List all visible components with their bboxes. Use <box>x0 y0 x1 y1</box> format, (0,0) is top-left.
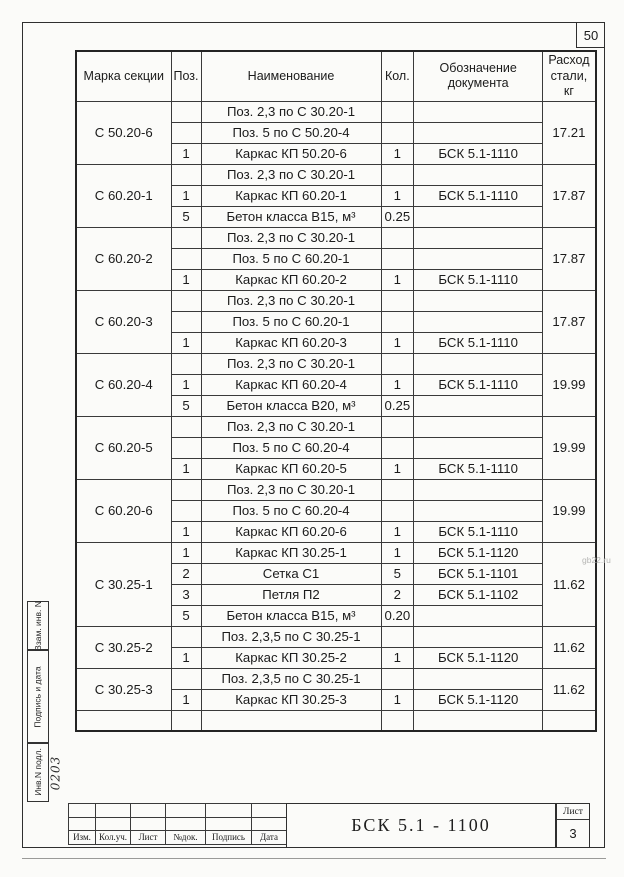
col-header-doc: Обозначение документа <box>414 51 543 101</box>
sheet-number-box <box>556 803 590 848</box>
doc-cell <box>414 710 543 731</box>
title-block-cell <box>252 817 287 831</box>
spec-row <box>76 479 596 500</box>
doc-cell: БСК 5.1-1120 <box>414 542 543 563</box>
margin-label-inv-podl: Инв.N подл. <box>33 748 44 796</box>
qty-cell <box>381 710 414 731</box>
mark-cell: С 30.25-2 <box>76 626 171 668</box>
pos-cell: 1 <box>171 374 201 395</box>
title-block-cell <box>69 804 96 818</box>
spec-table <box>75 50 597 732</box>
doc-cell <box>414 311 543 332</box>
sheet-edge-line <box>22 858 606 859</box>
mark-cell: С 30.25-1 <box>76 542 171 626</box>
steel-cell: 19.99 <box>543 416 596 479</box>
qty-cell <box>381 101 414 122</box>
steel-cell: 17.87 <box>543 164 596 227</box>
title-block-cell <box>131 817 166 831</box>
qty-cell: 1 <box>381 374 414 395</box>
name-cell: Сетка С1 <box>201 563 381 584</box>
name-cell: Поз. 2,3 по С 30.20-1 <box>201 164 381 185</box>
pos-cell <box>171 479 201 500</box>
doc-cell <box>414 416 543 437</box>
name-cell: Поз. 5 по С 60.20-4 <box>201 500 381 521</box>
mark-cell: С 60.20-2 <box>76 227 171 290</box>
pos-cell <box>171 164 201 185</box>
title-block-col-list: Лист <box>131 831 166 845</box>
doc-cell <box>414 248 543 269</box>
name-cell: Поз. 2,3,5 по С 30.25-1 <box>201 668 381 689</box>
name-cell: Поз. 2,3 по С 30.20-1 <box>201 353 381 374</box>
doc-cell <box>414 605 543 626</box>
margin-label-podpis-data: Подпись и дата <box>33 665 44 728</box>
pos-cell: 1 <box>171 269 201 290</box>
qty-cell: 1 <box>381 185 414 206</box>
qty-cell <box>381 311 414 332</box>
name-cell: Каркас КП 60.20-4 <box>201 374 381 395</box>
doc-cell <box>414 122 543 143</box>
mark-cell: С 60.20-4 <box>76 353 171 416</box>
qty-cell <box>381 500 414 521</box>
pos-cell <box>171 500 201 521</box>
doc-cell <box>414 437 543 458</box>
qty-cell: 1 <box>381 143 414 164</box>
doc-cell <box>414 101 543 122</box>
steel-cell: 11.62 <box>543 668 596 710</box>
mark-cell: С 60.20-5 <box>76 416 171 479</box>
name-cell: Бетон класса В20, м³ <box>201 395 381 416</box>
title-block-cell <box>206 817 252 831</box>
name-cell: Петля П2 <box>201 584 381 605</box>
name-cell: Поз. 5 по С 50.20-4 <box>201 122 381 143</box>
mark-cell: С 50.20-6 <box>76 101 171 164</box>
spec-row <box>76 626 596 647</box>
title-block-cell <box>252 804 287 818</box>
title-block-cell <box>96 817 131 831</box>
col-header-mark: Марка секции <box>76 51 171 101</box>
pos-cell <box>171 311 201 332</box>
pos-cell: 1 <box>171 185 201 206</box>
qty-cell: 0.25 <box>381 206 414 227</box>
name-cell: Поз. 2,3 по С 30.20-1 <box>201 101 381 122</box>
name-cell: Каркас КП 60.20-1 <box>201 185 381 206</box>
inventory-number-value: 0203 <box>48 755 63 790</box>
pos-cell <box>171 626 201 647</box>
doc-cell <box>414 500 543 521</box>
doc-cell <box>414 290 543 311</box>
pos-cell: 1 <box>171 647 201 668</box>
name-cell: Бетон класса В15, м³ <box>201 206 381 227</box>
qty-cell: 0.25 <box>381 395 414 416</box>
doc-cell <box>414 479 543 500</box>
name-cell: Каркас КП 60.20-2 <box>201 269 381 290</box>
inventory-number <box>46 745 64 800</box>
steel-cell: 17.87 <box>543 227 596 290</box>
spec-row <box>76 101 596 122</box>
margin-box-podpis-data <box>27 649 49 744</box>
qty-cell <box>381 122 414 143</box>
sheet-number: 3 <box>569 826 577 841</box>
pos-cell: 1 <box>171 542 201 563</box>
qty-cell: 1 <box>381 647 414 668</box>
qty-cell <box>381 479 414 500</box>
doc-cell <box>414 626 543 647</box>
mark-cell: С 60.20-1 <box>76 164 171 227</box>
name-cell: Поз. 2,3 по С 30.20-1 <box>201 290 381 311</box>
title-block-col-data: Дата <box>252 831 287 845</box>
page-number-box <box>576 23 605 48</box>
qty-cell: 5 <box>381 563 414 584</box>
pos-cell: 1 <box>171 332 201 353</box>
spec-row <box>76 710 596 731</box>
title-block-cell <box>69 817 96 831</box>
spec-row <box>76 416 596 437</box>
spec-row <box>76 542 596 563</box>
name-cell: Каркас КП 60.20-3 <box>201 332 381 353</box>
doc-cell <box>414 668 543 689</box>
spec-table-header <box>76 51 596 101</box>
title-block-col-koluch: Кол.уч. <box>96 831 131 845</box>
qty-cell: 1 <box>381 332 414 353</box>
title-block-col-podpis: Подпись <box>206 831 252 845</box>
title-block-grid <box>68 803 287 845</box>
pos-cell <box>171 122 201 143</box>
pos-cell <box>171 290 201 311</box>
doc-cell: БСК 5.1-1110 <box>414 143 543 164</box>
doc-cell: БСК 5.1-1102 <box>414 584 543 605</box>
name-cell: Каркас КП 30.25-2 <box>201 647 381 668</box>
qty-cell <box>381 290 414 311</box>
name-cell: Поз. 5 по С 60.20-1 <box>201 248 381 269</box>
qty-cell: 1 <box>381 542 414 563</box>
document-number-cell: БСК 5.1 - 1100 <box>286 803 556 848</box>
spec-row <box>76 164 596 185</box>
title-block-cell <box>166 817 206 831</box>
mark-cell: С 30.25-3 <box>76 668 171 710</box>
col-header-name: Наименование <box>201 51 381 101</box>
qty-cell: 1 <box>381 269 414 290</box>
qty-cell: 1 <box>381 458 414 479</box>
sheet-label: Лист <box>557 804 589 820</box>
pos-cell <box>171 101 201 122</box>
name-cell: Поз. 5 по С 60.20-1 <box>201 311 381 332</box>
doc-cell: БСК 5.1-1110 <box>414 332 543 353</box>
doc-cell: БСК 5.1-1120 <box>414 689 543 710</box>
qty-cell <box>381 437 414 458</box>
name-cell: Каркас КП 30.25-3 <box>201 689 381 710</box>
pos-cell: 1 <box>171 143 201 164</box>
qty-cell: 1 <box>381 521 414 542</box>
pos-cell: 1 <box>171 521 201 542</box>
header-row <box>76 51 596 101</box>
qty-cell <box>381 227 414 248</box>
doc-cell: БСК 5.1-1110 <box>414 374 543 395</box>
steel-cell: 17.87 <box>543 290 596 353</box>
doc-cell <box>414 164 543 185</box>
watermark: gb22.ru <box>582 555 611 565</box>
qty-cell <box>381 164 414 185</box>
steel-cell: 11.62 <box>543 542 596 626</box>
title-block-cell <box>206 804 252 818</box>
title-block-col-ndok: №док. <box>166 831 206 845</box>
mark-cell: С 60.20-3 <box>76 290 171 353</box>
name-cell: Каркас КП 50.20-6 <box>201 143 381 164</box>
pos-cell: 1 <box>171 458 201 479</box>
title-block-label-row <box>69 831 287 845</box>
qty-cell: 1 <box>381 689 414 710</box>
col-header-steel: Расход стали, кг <box>543 51 596 101</box>
title-block-cell <box>131 804 166 818</box>
margin-label-vzam-inv: Взам. инв. N <box>33 601 43 651</box>
doc-cell: БСК 5.1-1101 <box>414 563 543 584</box>
title-block-empty-row <box>69 817 287 831</box>
title-block-cell <box>166 804 206 818</box>
pos-cell <box>171 248 201 269</box>
name-cell: Поз. 2,3 по С 30.20-1 <box>201 227 381 248</box>
col-header-pos: Поз. <box>171 51 201 101</box>
name-cell: Каркас КП 30.25-1 <box>201 542 381 563</box>
pos-cell <box>171 353 201 374</box>
margin-box-vzam-inv <box>27 601 49 651</box>
qty-cell: 0.20 <box>381 605 414 626</box>
pos-cell <box>171 227 201 248</box>
qty-cell <box>381 353 414 374</box>
steel-cell: 19.99 <box>543 479 596 542</box>
doc-cell: БСК 5.1-1120 <box>414 647 543 668</box>
name-cell: Каркас КП 60.20-6 <box>201 521 381 542</box>
steel-cell: 19.99 <box>543 353 596 416</box>
pos-cell: 1 <box>171 689 201 710</box>
mark-cell: С 60.20-6 <box>76 479 171 542</box>
doc-cell <box>414 353 543 374</box>
col-header-qty: Кол. <box>381 51 414 101</box>
qty-cell <box>381 416 414 437</box>
title-block-empty-row <box>69 804 287 818</box>
name-cell: Поз. 2,3 по С 30.20-1 <box>201 479 381 500</box>
pos-cell: 3 <box>171 584 201 605</box>
qty-cell <box>381 668 414 689</box>
doc-cell: БСК 5.1-1110 <box>414 185 543 206</box>
qty-cell <box>381 248 414 269</box>
name-cell: Бетон класса В15, м³ <box>201 605 381 626</box>
name-cell: Поз. 2,3 по С 30.20-1 <box>201 416 381 437</box>
pos-cell: 5 <box>171 395 201 416</box>
pos-cell: 2 <box>171 563 201 584</box>
pos-cell <box>171 710 201 731</box>
doc-cell <box>414 206 543 227</box>
pos-cell <box>171 668 201 689</box>
name-cell: Поз. 2,3,5 по С 30.25-1 <box>201 626 381 647</box>
spec-table-body <box>76 101 596 731</box>
doc-cell <box>414 227 543 248</box>
pos-cell: 5 <box>171 605 201 626</box>
spec-row <box>76 290 596 311</box>
doc-cell: БСК 5.1-1110 <box>414 521 543 542</box>
qty-cell <box>381 626 414 647</box>
qty-cell: 2 <box>381 584 414 605</box>
pos-cell: 5 <box>171 206 201 227</box>
pos-cell <box>171 437 201 458</box>
mark-cell <box>76 710 171 731</box>
doc-cell: БСК 5.1-1110 <box>414 269 543 290</box>
doc-cell <box>414 395 543 416</box>
title-block-col-izm: Изм. <box>69 831 96 845</box>
doc-cell: БСК 5.1-1110 <box>414 458 543 479</box>
page-number: 50 <box>583 27 599 43</box>
spec-row <box>76 353 596 374</box>
title-block-cell <box>96 804 131 818</box>
name-cell <box>201 710 381 731</box>
spec-row <box>76 227 596 248</box>
pos-cell <box>171 416 201 437</box>
name-cell: Поз. 5 по С 60.20-4 <box>201 437 381 458</box>
steel-cell <box>543 710 596 731</box>
spec-row <box>76 668 596 689</box>
steel-cell: 17.21 <box>543 101 596 164</box>
steel-cell: 11.62 <box>543 626 596 668</box>
name-cell: Каркас КП 60.20-5 <box>201 458 381 479</box>
